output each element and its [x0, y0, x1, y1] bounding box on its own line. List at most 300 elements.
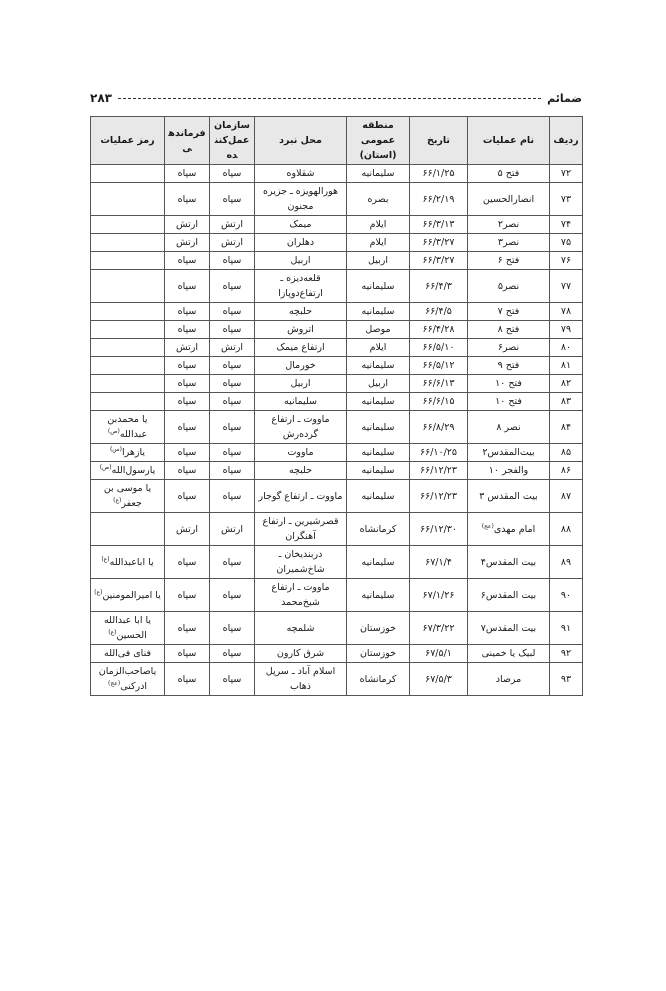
cell-text: ۶۶/۲/۱۹ — [422, 193, 455, 205]
cell-command — [165, 252, 210, 270]
cell-text: ۷۷ — [560, 280, 572, 292]
cell-text: یا ابا عبدالله الحسین — [103, 615, 152, 641]
cell-text: ۶۶/۱۲/۳۰ — [419, 523, 458, 535]
cell-operation-name — [468, 216, 550, 234]
cell-region — [347, 321, 410, 339]
cell-text: سپاه — [177, 306, 197, 317]
table-row — [91, 513, 583, 546]
cell-command — [165, 480, 210, 513]
table-row — [91, 462, 583, 480]
cell-text: ۶۶/۱/۲۵ — [422, 168, 455, 179]
cell-text: سپاه — [177, 490, 197, 502]
cell-battle-location — [255, 444, 347, 462]
cell-region — [347, 234, 410, 252]
cell-text: ۶۶/۳/۲۷ — [422, 237, 455, 248]
cell-index — [550, 183, 583, 216]
cell-operation-name — [468, 480, 550, 513]
cell-index — [550, 303, 583, 321]
cell-battle-location — [255, 321, 347, 339]
page-header — [90, 90, 582, 106]
cell-command — [165, 216, 210, 234]
table-row — [91, 321, 583, 339]
cell-text: مرصاد — [495, 673, 522, 685]
cell-text: ۸۱ — [560, 360, 572, 371]
cell-index — [550, 444, 583, 462]
table-row — [91, 645, 583, 663]
cell-text: سلیمانیه — [361, 589, 395, 601]
cell-text: فتح ۷ — [497, 306, 520, 317]
cell-text: ۸۷ — [560, 490, 572, 502]
cell-index — [550, 375, 583, 393]
cell-command — [165, 393, 210, 411]
cell-organization — [210, 444, 255, 462]
cell-organization — [210, 393, 255, 411]
table-row — [91, 357, 583, 375]
cell-region — [347, 444, 410, 462]
cell-text: ایلام — [369, 342, 387, 353]
table-row — [91, 252, 583, 270]
cell-battle-location — [255, 513, 347, 546]
cell-text: ارتش — [221, 523, 243, 535]
cell-operation-code — [91, 216, 165, 234]
cell-text: اربیل — [290, 378, 311, 389]
cell-operation-name — [468, 411, 550, 444]
cell-text: سپاه — [177, 648, 197, 659]
cell-text: ۶۷/۱/۴ — [425, 556, 452, 568]
cell-text: ۶۶/۳/۱۳ — [422, 219, 455, 230]
cell-index — [550, 270, 583, 303]
cell-text: سلیمانیه — [361, 396, 395, 407]
cell-text: سلیمانیه — [361, 306, 395, 317]
cell-text: ۶۶/۵/۱۰ — [422, 342, 455, 353]
cell-operation-code — [91, 270, 165, 303]
cell-text: ۶۶/۳/۲۷ — [422, 255, 455, 266]
cell-region — [347, 480, 410, 513]
cell-text: والفجر ۱۰ — [488, 465, 529, 476]
table-row — [91, 579, 583, 612]
cell-text: ۶۶/۴/۳ — [425, 280, 452, 292]
table-row — [91, 546, 583, 579]
cell-region — [347, 165, 410, 183]
cell-text: ۷۹ — [560, 324, 572, 335]
col-header-index: ردیف — [550, 117, 583, 165]
cell-date — [410, 579, 468, 612]
cell-battle-location — [255, 663, 347, 696]
cell-text: سپاه — [222, 168, 242, 179]
cell-battle-location — [255, 375, 347, 393]
cell-organization — [210, 663, 255, 696]
cell-operation-name — [468, 546, 550, 579]
cell-command — [165, 579, 210, 612]
cell-operation-name — [468, 645, 550, 663]
cell-text: یارسول‌الله — [111, 465, 156, 476]
cell-index — [550, 480, 583, 513]
cell-operation-code — [91, 663, 165, 696]
cell-text: سپاه — [222, 465, 242, 476]
cell-organization — [210, 216, 255, 234]
cell-text: ایلام — [369, 219, 387, 230]
cell-text: ارتش — [221, 219, 243, 230]
honorific-superscript: (س) — [109, 445, 122, 453]
cell-command — [165, 375, 210, 393]
cell-text: سپاه — [177, 465, 197, 476]
cell-text: ۸۸ — [560, 523, 572, 535]
cell-operation-name — [468, 339, 550, 357]
running-title: ضمائم — [547, 91, 582, 105]
cell-text: کرمانشاه — [359, 523, 397, 535]
cell-date — [410, 444, 468, 462]
cell-text: سپاه — [222, 648, 242, 659]
cell-text: اتروش — [287, 324, 314, 335]
cell-text: سپاه — [222, 421, 242, 433]
cell-text: فتح ۸ — [497, 324, 520, 335]
cell-date — [410, 357, 468, 375]
honorific-superscript: (ع) — [101, 555, 110, 563]
cell-command — [165, 645, 210, 663]
cell-text: ۷۲ — [560, 168, 572, 179]
cell-operation-name — [468, 375, 550, 393]
cell-command — [165, 612, 210, 645]
cell-text: سپاه — [177, 421, 197, 433]
cell-text: ۶۶/۸/۲۹ — [422, 421, 455, 433]
cell-text: نصر۳ — [497, 237, 520, 248]
cell-text: حلبچه — [288, 465, 313, 476]
cell-operation-name — [468, 357, 550, 375]
cell-text: سپاه — [177, 673, 197, 685]
cell-date — [410, 546, 468, 579]
cell-battle-location — [255, 234, 347, 252]
cell-operation-name — [468, 234, 550, 252]
cell-date — [410, 270, 468, 303]
cell-text: اربیل — [290, 255, 311, 266]
cell-text: سپاه — [222, 378, 242, 389]
cell-index — [550, 321, 583, 339]
cell-date — [410, 663, 468, 696]
cell-text: ۶۷/۳/۲۲ — [422, 622, 455, 634]
cell-text: ارتش — [221, 237, 243, 248]
cell-operation-name — [468, 393, 550, 411]
honorific-superscript: (ص) — [107, 427, 120, 435]
cell-battle-location — [255, 252, 347, 270]
cell-text: سلیمانیه — [361, 490, 395, 502]
cell-date — [410, 321, 468, 339]
cell-text: سپاه — [177, 324, 197, 335]
cell-battle-location — [255, 579, 347, 612]
cell-text: فتح ۵ — [497, 168, 520, 179]
cell-operation-code — [91, 546, 165, 579]
cell-text: سلیمانیه — [361, 280, 395, 292]
cell-region — [347, 663, 410, 696]
cell-operation-name — [468, 165, 550, 183]
cell-command — [165, 183, 210, 216]
cell-battle-location — [255, 393, 347, 411]
table-row — [91, 165, 583, 183]
cell-region — [347, 612, 410, 645]
cell-text: ۹۳ — [560, 673, 572, 685]
cell-text: ۸۶ — [560, 465, 572, 476]
cell-text: فتح ۱۰ — [495, 378, 522, 389]
cell-operation-code — [91, 645, 165, 663]
cell-region — [347, 513, 410, 546]
cell-text: سلیمانیه — [361, 465, 395, 476]
cell-command — [165, 411, 210, 444]
col-header-battle-location: محل نبرد — [255, 117, 347, 165]
table-row — [91, 444, 583, 462]
cell-text: شرق کارون — [276, 648, 325, 659]
header-dash-rule — [118, 98, 541, 99]
cell-battle-location — [255, 339, 347, 357]
cell-text: فنای فی‌الله — [104, 648, 151, 659]
col-header-date: تاریخ — [410, 117, 468, 165]
cell-operation-code — [91, 252, 165, 270]
cell-operation-name — [468, 663, 550, 696]
cell-text: سپاه — [177, 255, 197, 266]
cell-region — [347, 579, 410, 612]
cell-organization — [210, 303, 255, 321]
honorific-superscript: (عج) — [108, 679, 121, 687]
cell-region — [347, 339, 410, 357]
cell-region — [347, 357, 410, 375]
cell-index — [550, 546, 583, 579]
cell-text: سلیمانیه — [361, 168, 395, 179]
cell-date — [410, 645, 468, 663]
cell-battle-location — [255, 462, 347, 480]
cell-text: سپاه — [222, 589, 242, 601]
cell-text: امام مهدی — [493, 523, 536, 535]
page-number: ۲۸۳ — [90, 91, 112, 105]
cell-battle-location — [255, 480, 347, 513]
cell-text: ۷۶ — [560, 255, 572, 266]
honorific-superscript: (ص) — [99, 463, 112, 471]
cell-text: بیت المقدس۶ — [480, 589, 537, 601]
cell-text: سپاه — [222, 280, 242, 292]
cell-operation-code — [91, 375, 165, 393]
cell-battle-location — [255, 216, 347, 234]
cell-operation-name — [468, 252, 550, 270]
cell-text: ۸۰ — [560, 342, 572, 353]
cell-text: ۶۶/۶/۱۳ — [422, 378, 455, 389]
col-header-operation-code: رمز عملیات — [91, 117, 165, 165]
cell-region — [347, 270, 410, 303]
cell-command — [165, 663, 210, 696]
cell-operation-code — [91, 444, 165, 462]
cell-text: قلعه‌دیزه ـ ارتفاع‌دوپازا — [278, 273, 323, 299]
cell-text: ارتش — [221, 342, 243, 353]
table-body — [91, 165, 583, 696]
cell-region — [347, 546, 410, 579]
cell-text: نصر۲ — [497, 219, 520, 230]
table-row — [91, 663, 583, 696]
table-row — [91, 393, 583, 411]
cell-text: میمک — [289, 219, 312, 230]
cell-battle-location — [255, 165, 347, 183]
cell-text: ۹۲ — [560, 648, 572, 659]
cell-operation-name — [468, 303, 550, 321]
cell-text: ۹۱ — [560, 622, 572, 634]
table-row — [91, 480, 583, 513]
cell-region — [347, 252, 410, 270]
cell-command — [165, 339, 210, 357]
cell-index — [550, 513, 583, 546]
cell-text: یا موسی بن جعفر — [103, 483, 152, 509]
cell-organization — [210, 612, 255, 645]
cell-index — [550, 234, 583, 252]
cell-text: سپاه — [177, 447, 197, 458]
cell-text: ۷۴ — [560, 219, 572, 230]
cell-organization — [210, 513, 255, 546]
cell-text: ارتش — [176, 523, 198, 535]
cell-organization — [210, 339, 255, 357]
table-row — [91, 612, 583, 645]
cell-text: ۶۶/۴/۵ — [425, 306, 452, 317]
table-row — [91, 183, 583, 216]
cell-text: خوزستان — [359, 622, 397, 634]
cell-command — [165, 321, 210, 339]
cell-text: یا محمدبن عبدالله — [107, 414, 148, 440]
cell-date — [410, 165, 468, 183]
cell-operation-code — [91, 339, 165, 357]
cell-organization — [210, 357, 255, 375]
cell-text: سپاه — [177, 193, 197, 205]
cell-text: سپاه — [222, 490, 242, 502]
cell-operation-code — [91, 234, 165, 252]
cell-operation-code — [91, 612, 165, 645]
cell-text: سلیمانیه — [361, 447, 395, 458]
cell-text: ۸۲ — [560, 378, 572, 389]
cell-date — [410, 252, 468, 270]
cell-operation-name — [468, 270, 550, 303]
cell-text: اربیل — [368, 378, 388, 389]
cell-region — [347, 645, 410, 663]
cell-operation-name — [468, 579, 550, 612]
cell-text: نصر۶ — [497, 342, 520, 353]
table-row — [91, 234, 583, 252]
cell-battle-location — [255, 411, 347, 444]
cell-text: ۸۴ — [560, 421, 572, 433]
cell-date — [410, 183, 468, 216]
cell-command — [165, 270, 210, 303]
cell-text: ۸۹ — [560, 556, 572, 568]
cell-index — [550, 579, 583, 612]
cell-text: سپاه — [177, 622, 197, 634]
cell-index — [550, 462, 583, 480]
cell-index — [550, 645, 583, 663]
cell-command — [165, 165, 210, 183]
cell-text: کرمانشاه — [359, 673, 397, 685]
cell-organization — [210, 165, 255, 183]
cell-text: سپاه — [222, 306, 242, 317]
cell-text: قصرشیرین ـ ارتفاع آهنگران — [262, 516, 339, 542]
cell-text: اسلام آباد ـ سرپل ذهاب — [265, 666, 336, 692]
honorific-superscript: (ع) — [113, 496, 122, 504]
cell-command — [165, 234, 210, 252]
cell-text: سپاه — [177, 556, 197, 568]
cell-region — [347, 216, 410, 234]
cell-index — [550, 411, 583, 444]
col-header-command: فرماندهی — [165, 117, 210, 165]
cell-text: ۷۳ — [560, 193, 572, 205]
cell-command — [165, 513, 210, 546]
cell-battle-location — [255, 546, 347, 579]
cell-operation-code — [91, 462, 165, 480]
cell-date — [410, 303, 468, 321]
table-row — [91, 216, 583, 234]
table-row — [91, 411, 583, 444]
cell-text: ۶۶/۱۰/۲۵ — [419, 447, 458, 458]
cell-battle-location — [255, 357, 347, 375]
cell-operation-code — [91, 165, 165, 183]
table-row — [91, 303, 583, 321]
cell-text: حلبچه — [288, 306, 313, 317]
honorific-superscript: (ع) — [94, 588, 103, 596]
cell-operation-name — [468, 513, 550, 546]
cell-battle-location — [255, 183, 347, 216]
cell-index — [550, 165, 583, 183]
cell-operation-name — [468, 444, 550, 462]
cell-text: ماووت ـ ارتفاع شیخ‌محمد — [271, 582, 330, 608]
cell-text: ماووت ـ ارتفاع گوجار — [258, 490, 343, 502]
cell-text: بیت‌المقدس۲ — [482, 447, 535, 458]
cell-index — [550, 357, 583, 375]
cell-text: ارتش — [176, 219, 198, 230]
cell-text: انصارالحسین — [482, 193, 535, 205]
cell-date — [410, 480, 468, 513]
cell-text: بیت المقدس۴ — [480, 556, 537, 568]
cell-index — [550, 252, 583, 270]
cell-text: ۷۸ — [560, 306, 572, 317]
cell-text: یازهرا — [121, 447, 146, 458]
cell-date — [410, 612, 468, 645]
cell-index — [550, 393, 583, 411]
cell-organization — [210, 546, 255, 579]
honorific-superscript: (ع) — [108, 628, 117, 636]
cell-text: ۶۶/۱۲/۲۳ — [419, 490, 458, 502]
cell-text: یا امیرالمومنین — [102, 589, 161, 601]
cell-text: ۷۵ — [560, 237, 572, 248]
cell-index — [550, 216, 583, 234]
cell-operation-code — [91, 579, 165, 612]
cell-date — [410, 234, 468, 252]
cell-organization — [210, 252, 255, 270]
cell-command — [165, 444, 210, 462]
table-row — [91, 270, 583, 303]
cell-text: سپاه — [177, 396, 197, 407]
cell-text: سپاه — [177, 280, 197, 292]
cell-operation-code — [91, 411, 165, 444]
cell-text: ۶۷/۱/۲۶ — [422, 589, 455, 601]
cell-text: سپاه — [177, 168, 197, 179]
cell-battle-location — [255, 645, 347, 663]
cell-text: یاصاحب‌الزمان ادرکنی — [98, 666, 157, 692]
cell-organization — [210, 480, 255, 513]
cell-command — [165, 462, 210, 480]
cell-region — [347, 375, 410, 393]
cell-text: سپاه — [177, 378, 197, 389]
cell-text: نصر۵ — [497, 280, 520, 292]
cell-text: سپاه — [177, 589, 197, 601]
cell-text: ۶۷/۵/۳ — [425, 673, 452, 685]
cell-text: سپاه — [222, 556, 242, 568]
cell-index — [550, 612, 583, 645]
cell-text: سپاه — [222, 360, 242, 371]
cell-text: ۶۶/۱۲/۲۳ — [419, 465, 458, 476]
cell-text: سلیمانیه — [361, 421, 395, 433]
cell-text: بیت المقدس ۳ — [479, 490, 538, 502]
cell-date — [410, 462, 468, 480]
col-header-organization: سازمان عمل‌کننده — [210, 117, 255, 165]
cell-text: سپاه — [177, 360, 197, 371]
cell-region — [347, 183, 410, 216]
